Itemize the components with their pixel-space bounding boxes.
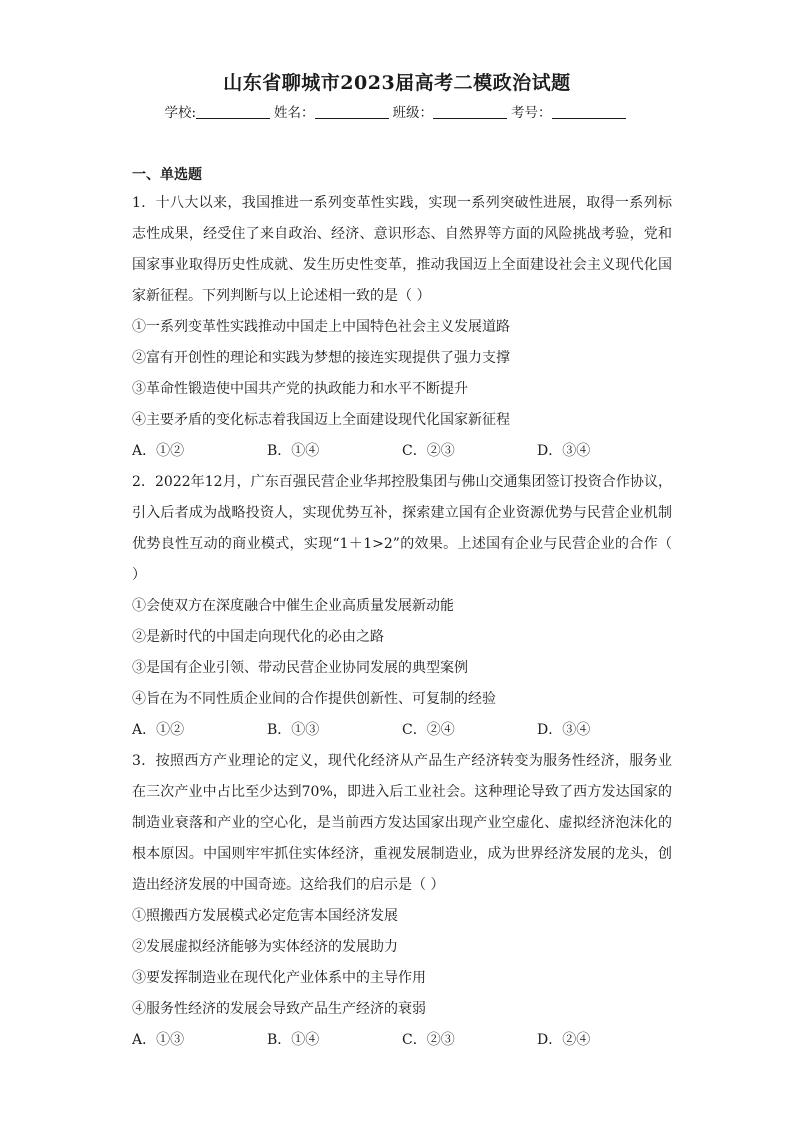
- question-3-option-2: ②发展虚拟经济能够为实体经济的发展助力: [132, 939, 398, 955]
- question-1-option-2: ②富有开创性的理论和实践为梦想的接连实现提供了强力支撑: [132, 350, 510, 366]
- question-1-choice-a[interactable]: A．①②: [132, 443, 185, 459]
- question-2-option-4: ④旨在为不同性质企业间的合作提供创新性、可复制的经验: [132, 691, 496, 707]
- question-1-choice-b[interactable]: B．①④: [267, 443, 320, 459]
- question-3-choice-a[interactable]: A．①③: [132, 1032, 185, 1048]
- question-3-option-3: ③要发挥制造业在现代化产业体系中的主导作用: [132, 970, 426, 986]
- question-2-choice-b[interactable]: B．①③: [267, 722, 320, 738]
- question-3-option-4: ④服务性经济的发展会导致产品生产经济的衰弱: [132, 1001, 426, 1017]
- question-2-answer-choices: [132, 715, 672, 746]
- exam-number-blank[interactable]: [552, 104, 626, 119]
- question-2-stem: 2．2022年12月，广东百强民营企业华邦控股集团与佛山交通集团签订投资合作协议，引入后者成为战略投资人，实现优势互补，探索建立国有企业资源优势与民营企业机制优势良性互动的商业模式，实现“1＋1>2”的效果。上述国有企业与民营企业的合作（ ）: [132, 474, 672, 583]
- question-1-choice-d[interactable]: D．③④: [537, 443, 591, 459]
- question-3-choice-c[interactable]: C．②③: [402, 1032, 455, 1048]
- name-label: 姓名：: [274, 105, 315, 121]
- question-1-answer-choices: [132, 436, 672, 467]
- question-2-option-1: ①会使双方在深度融合中催生企业高质量发展新动能: [132, 598, 454, 614]
- question-3-option-1: ①照搬西方发展模式必定危害本国经济发展: [132, 908, 398, 924]
- question-1-option-3: ③革命性锻造使中国共产党的执政能力和水平不断提升: [132, 381, 468, 397]
- question-list: [132, 188, 672, 1056]
- question-2-choice-a[interactable]: A．①②: [132, 722, 185, 738]
- question-3-choice-d[interactable]: D．②④: [537, 1032, 591, 1048]
- section-heading: 一、单选题: [132, 167, 202, 183]
- name-blank[interactable]: [315, 104, 389, 119]
- question-1-stem: 1．十八大以来，我国推进一系列变革性实践，实现一系列突破性进展，取得一系列标志性成果，经受住了来自政治、经济、意识形态、自然界等方面的风险挑战考验，党和国家事业取得历史性成就、发生历史性变革，推动我国迈上全面建设社会主义现代化国家新征程。下列判断与以上论述相一致的是（ ）: [132, 195, 672, 304]
- page-title: 山东省聊城市2023届高考二模政治试题: [223, 72, 571, 94]
- question-2-choice-c[interactable]: C．②④: [402, 722, 455, 738]
- question-2-choice-d[interactable]: D．③④: [537, 722, 591, 738]
- question-1-option-1: ①一系列变革性实践推动中国走上中国特色社会主义发展道路: [132, 319, 510, 335]
- exam-number-label: 考号：: [511, 105, 552, 121]
- student-info-line: [0, 101, 794, 121]
- question-3-stem: 3．按照西方产业理论的定义，现代化经济从产品生产经济转变为服务性经济，服务业在三次产业中占比至少达到70%，即进入后工业社会。这种理论导致了西方发达国家的制造业衰落和产业的空心化，是当前西方发达国家出现产业空虚化、虚拟经济泡沫化的根本原因。中国则牢牢抓住实体经济，重视发展制造业，成为世界经济发展的龙头，创造出经济发展的中国奇迹。这给我们的启示是（ ）: [132, 753, 672, 893]
- question-2-option-2: ②是新时代的中国走向现代化的必由之路: [132, 629, 384, 645]
- question-3-choice-b[interactable]: B．①④: [267, 1032, 320, 1048]
- class-blank[interactable]: [433, 104, 507, 119]
- question-1-option-4: ④主要矛盾的变化标志着我国迈上全面建设现代化国家新征程: [132, 412, 510, 428]
- question-2-option-3: ③是国有企业引领、带动民营企业协同发展的典型案例: [132, 660, 468, 676]
- class-label: 班级：: [392, 105, 434, 121]
- question-3-answer-choices: [132, 1025, 672, 1056]
- school-label: 学校:: [164, 105, 197, 121]
- school-blank[interactable]: [196, 104, 270, 119]
- question-1-choice-c[interactable]: C．②③: [402, 443, 455, 459]
